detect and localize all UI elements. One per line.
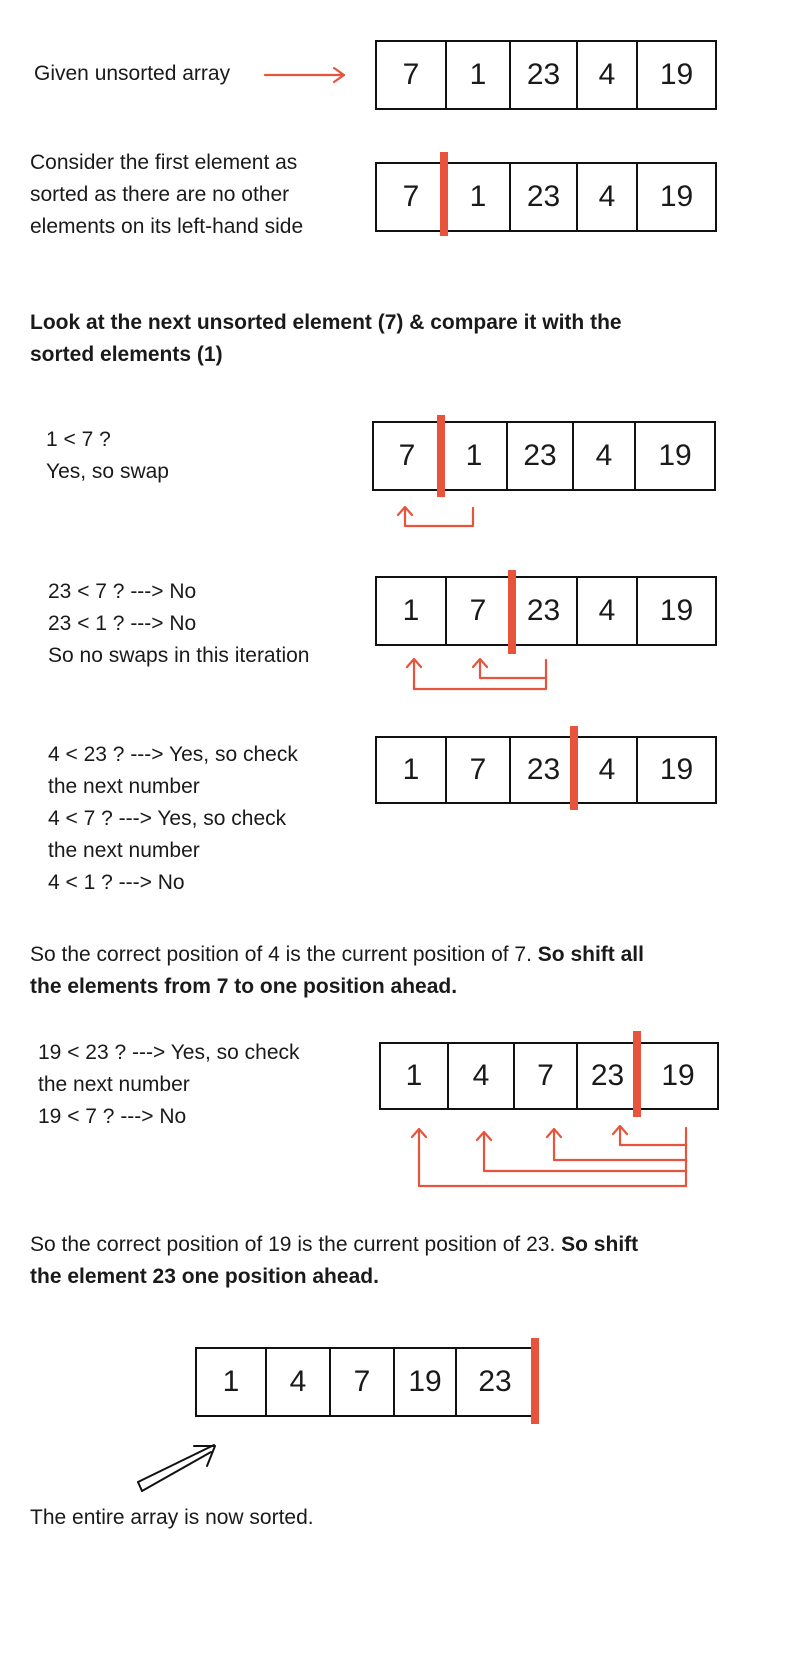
cell: 4 xyxy=(578,738,638,802)
shift19-paragraph: So the correct position of 19 is the current position of 23. So shift the element 23 one position ahead. xyxy=(30,1233,639,1288)
cell: 1 xyxy=(447,164,511,230)
compare4-note: 19 < 23 ? ---> Yes, so check the next number 19 < 7 ? ---> No xyxy=(38,1041,300,1128)
look-heading: Look at the next unsorted element (7) & compare it with the sorted elements (1) xyxy=(30,311,622,366)
cell: 19 xyxy=(658,439,692,472)
cell: 23 xyxy=(511,42,578,108)
cell: 19 xyxy=(659,180,694,213)
compare2-note: 23 < 7 ? ---> No 23 < 1 ? ---> No So no swaps in this iteration xyxy=(48,580,310,667)
cell: 4 xyxy=(449,1044,515,1108)
shift-connector-icon xyxy=(620,1127,686,1145)
cell: 4 xyxy=(267,1349,331,1415)
first-element-note: Consider the first element as sorted as there are no other elements on its left-hand side xyxy=(30,151,304,238)
cell: 4 xyxy=(578,42,638,108)
cell: 19 xyxy=(659,753,694,786)
compare1-note: 1 < 7 ? Yes, so swap xyxy=(46,428,169,483)
cell: 7 xyxy=(447,578,511,644)
compare3-note: 4 < 23 ? ---> Yes, so check the next number 4 < 7 ? ---> Yes, so check the next number 4 < 1 ? ---> No xyxy=(48,743,298,894)
final-caption: The entire array is now sorted. xyxy=(30,1506,314,1529)
cell: 23 xyxy=(511,578,578,644)
shift-connector-icon xyxy=(484,1133,686,1171)
swap-connector-icon xyxy=(405,508,473,526)
cell: 7 xyxy=(377,42,447,108)
cell: 7 xyxy=(377,164,447,230)
cell: 4 xyxy=(578,164,638,230)
cell: 23 xyxy=(478,1365,512,1398)
cell: 7 xyxy=(331,1349,395,1415)
cell: 1 xyxy=(197,1349,267,1415)
cell: 19 xyxy=(659,594,694,627)
cell: 7 xyxy=(515,1044,578,1108)
cell: 1 xyxy=(447,42,511,108)
cell: 23 xyxy=(578,1044,639,1108)
cell: 7 xyxy=(374,423,442,489)
cell: 23 xyxy=(511,738,578,802)
compare-connector-icon xyxy=(480,660,546,678)
shift4-paragraph: So the correct position of 4 is the current position of 7. So shift all the elements from 7 to one position ahead. xyxy=(30,943,644,998)
cell: 19 xyxy=(659,58,694,91)
cell: 1 xyxy=(377,738,447,802)
cell: 7 xyxy=(447,738,511,802)
sketch-arrow-icon xyxy=(138,1445,215,1491)
cell: 23 xyxy=(511,164,578,230)
cell: 19 xyxy=(661,1059,695,1092)
given-label: Given unsorted array xyxy=(34,62,231,85)
cell: 1 xyxy=(442,423,508,489)
cell: 4 xyxy=(574,423,636,489)
cell: 4 xyxy=(578,578,638,644)
cell: 1 xyxy=(381,1044,449,1108)
shift-connector-icon xyxy=(419,1128,686,1186)
cell: 19 xyxy=(395,1349,457,1415)
cell: 23 xyxy=(508,423,574,489)
cell: 1 xyxy=(377,578,447,644)
